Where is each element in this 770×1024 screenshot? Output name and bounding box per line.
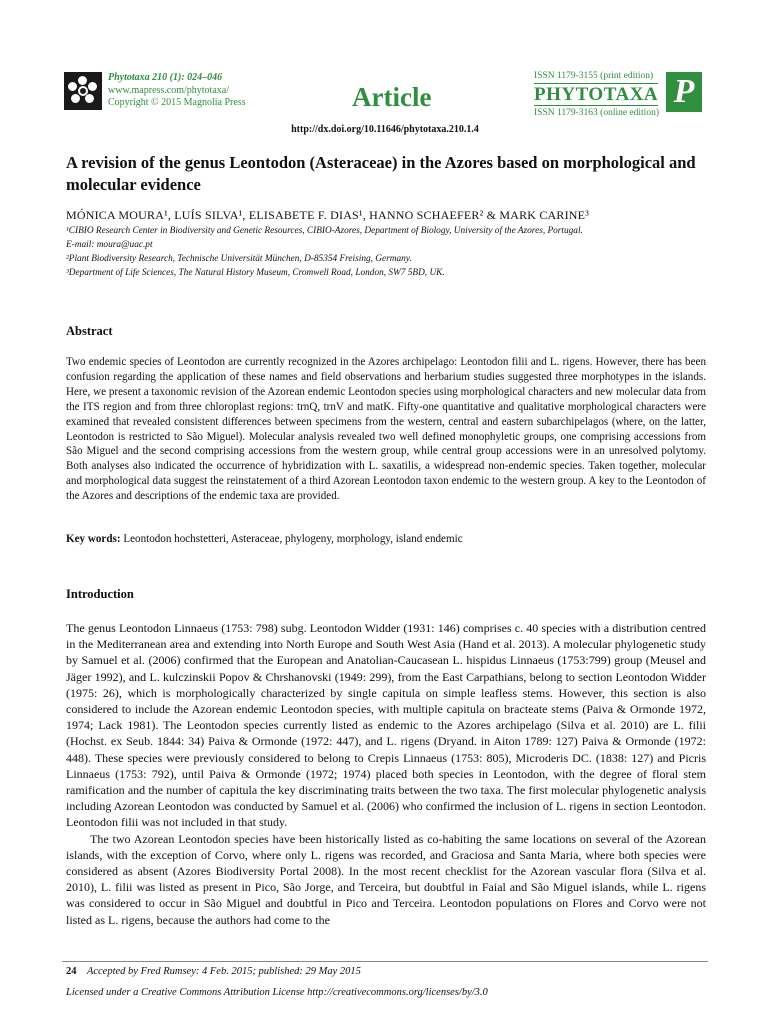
keywords-label: Key words: <box>66 533 121 545</box>
journal-badge-icon: P <box>666 72 702 112</box>
affiliation-2: ²Plant Biodiversity Research, Technische Universität München, D-85354 Freising, Germany. <box>66 254 412 264</box>
intro-paragraph: The genus Leontodon Linnaeus (1753: 798) subg. Leontodon Widder (1931: 146) comprises c. 40 species with a distribution centred in the Mediterranean area and extending into North Europe and South West Asia (Hand et al. 2013). A molecular phylogenetic study by Samuel et al. (2006) confirmed that the European and Anatolian-Caucasean L. hispidus Linnaeus (1753:799) group (Meusel and Jäger 1992), and L. kulczinskii Popov & Chrshanovski (1949: 299), from the East Carpathians, belong to section Leontodon Widder (1975: 26), which is morphologically characterized by single capitula on simple leafless stems. However, this section is also considered to include the Azorean endemic Leontodon species, with multiple capitula on bracteate stems (Paiva & Ormonde 1972, 1974; Lack 1981). The Leontodon species currently listed as endemic to the Azores archipelago (Silva et al. 2010) are L. filii (Hochst. ex Seub. 1844: 34) Paiva & Ormonde (1972: 447), and L. rigens (Dryand. in Aiton 1789: 127) Paiva & Ormonde (1972: 448). These species were previously considered to belong to Crepis Linnaeus (1753: 805), Microderis DC. (1838: 127) and Picris Linnaeus (1753: 792), until Paiva & Ormonde (1972; 1974) placed both species in Leontodon, with the degree of floral stem ramification and the number of capitula the key discriminating traits between the two taxa. The first molecular phylogenetic analysis including Azorean Leontodon was conducted by Samuel et al. (2006) who confirmed the inclusion of L. rigens in section Leontodon. Leontodon filii was not included in that study. <box>66 621 706 830</box>
author-list: MÓNICA MOURA¹, LUÍS SILVA¹, ELISABETE F. DIAS¹, HANNO SCHAEFER² & MARK CARINE³ <box>66 208 590 222</box>
abstract-heading: Abstract <box>66 324 113 338</box>
article-type-label: Article <box>352 82 432 112</box>
accepted-date: Accepted by Fred Rumsey: 4 Feb. 2015; published: 29 May 2015 <box>86 966 361 977</box>
issn-print: ISSN 1179-3155 (print edition) <box>534 71 654 81</box>
journal-url[interactable]: www.mapress.com/phytotaxa/ <box>108 84 229 96</box>
license-line[interactable]: Licensed under a Creative Commons Attribution License http://creativecommons.org/licenses/by/3.0 <box>66 987 488 998</box>
affiliation-1: ¹CIBIO Research Center in Biodiversity and Genetic Resources, CIBIO-Azores, Department of Biology, University of the Azores, Portugal. <box>66 226 583 236</box>
paper-title: A revision of the genus Leontodon (Asteraceae) in the Azores based on morphological and molecular evidence <box>66 153 696 194</box>
introduction-heading: Introduction <box>66 587 134 601</box>
intro-paragraph: The two Azorean Leontodon species have been historically listed as co-habiting the same locations on several of the Azorean islands, with the exception of Corvo, where only L. rigens was recorded, and Graciosa and Santa Maria, where both species were considered as absent (Azores Biodiversity Portal 2008). In the most recent checklist for the Azorean vascular flora (Silva et al. 2010), L. filii was listed as present in Pico, São Jorge, and Terceira, but doubtful in Faial and São Miguel islands, while L. rigens was considered to occur in São Miguel and doubtful in Pico and Terceira. Leontodon populations on Flores and Corvo were not listed as L. rigens, because the authors had come to the <box>66 831 706 927</box>
copyright: Copyright © 2015 Magnolia Press <box>108 97 246 108</box>
affiliation-3: ³Department of Life Sciences, The Natural History Museum, Cromwell Road, London, SW7 5BD, UK. <box>66 268 445 278</box>
footer-accepted <box>66 966 361 977</box>
journal-title: PHYTOTAXA <box>534 84 659 105</box>
contact-email[interactable]: E-mail: moura@uac.pt <box>66 240 153 250</box>
journal-citation: Phytotaxa 210 (1): 024–046 <box>108 72 223 83</box>
keywords <box>66 533 706 545</box>
keywords-text: Leontodon hochstetteri, Asteraceae, phylogeny, morphology, island endemic <box>123 533 463 545</box>
footer-divider <box>62 961 708 962</box>
doi-link[interactable]: http://dx.doi.org/10.11646/phytotaxa.210.1.4 <box>291 124 479 135</box>
introduction-body <box>66 620 706 928</box>
abstract-text: Two endemic species of Leontodon are currently recognized in the Azores archipelago: Leontodon filii and L. rigens. However, there has been confusion regarding the application of these names and field observations and herbarium studies suggested three morphotypes in the islands. Here, we present a taxonomic revision of the Azorean endemic Leontodon species using morphological characters and new molecular data from the ITS region and from three chloroplast regions: trnQ, trnV and matK. Fifty-one quantitative and qualitative morphological characters were examined that revealed consistent differences between specimens from the western, central and eastern subarchipelagos (where, on the latter, Leontodon is restricted to São Miguel). Molecular analysis revealed two well defined monophyletic groups, one comprising accessions from São Miguel and the second comprising accessions from the western group, while central group accessions were in an unresolved polytomy. Both analyses also indicated the occurrence of hybridization with L. saxatilis, a widespread non-endemic species. Taken together, molecular and morphological data suggest the reinstatement of a third Azorean Leontodon taxon endemic to the western group. A key to the Leontodon of the Azores and descriptions of the endemic taxa are provided. <box>66 356 706 503</box>
page-number: 24 <box>66 966 77 977</box>
magnolia-flower-icon <box>64 72 102 110</box>
journal-info <box>108 72 246 110</box>
issn-online: ISSN 1179-3163 (online edition) <box>534 108 659 118</box>
